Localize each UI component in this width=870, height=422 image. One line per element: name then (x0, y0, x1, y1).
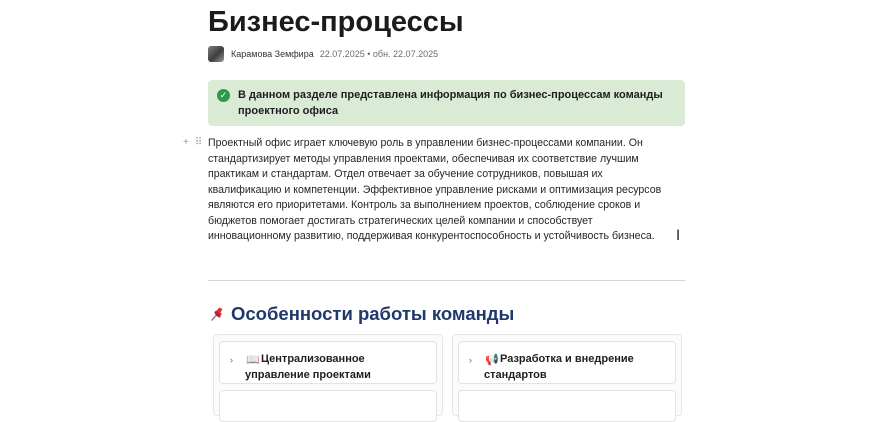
section-heading (208, 302, 514, 326)
chevron-right-icon[interactable]: › (469, 355, 472, 365)
pushpin-icon (208, 305, 226, 323)
chevron-right-icon[interactable]: › (230, 355, 233, 365)
toggle-card[interactable] (219, 341, 437, 384)
check-circle-icon: ✓ (217, 89, 230, 102)
toggle-card-partial[interactable] (219, 390, 437, 422)
author-name[interactable]: Карамова Земфира (231, 49, 314, 59)
toggle-card-label: Разработка и внедрение стандартов (484, 353, 634, 381)
page-meta (208, 45, 438, 63)
section-title: Особенности работы команды (231, 303, 515, 324)
column-left (213, 334, 443, 416)
book-icon: 📖 (246, 354, 260, 366)
info-callout (208, 80, 685, 126)
toggle-card[interactable] (458, 341, 676, 384)
text-cursor-icon: I (676, 228, 681, 244)
page-dates: 22.07.2025 • обн. 22.07.2025 (319, 49, 439, 59)
megaphone-icon: 📢 (485, 354, 499, 366)
toggle-card-partial[interactable] (458, 390, 676, 422)
avatar[interactable] (208, 46, 224, 62)
divider (208, 280, 685, 281)
column-right (452, 334, 682, 416)
block-controls (183, 137, 202, 149)
add-block-icon[interactable]: + (183, 137, 189, 148)
page-title: Бизнес-процессы (208, 6, 464, 38)
description-paragraph[interactable]: Проектный офис играет ключевую роль в управлении бизнес-процессами компании. Он стандартизирует методы управления проектами, обеспечивая их соответствие лучшим практикам и стандартам. Отдел отвечает за обучение сотрудников, повышая их квалификацию и компетенции. Эффективное управление рисками и оптимизация ресурсов являются его приоритетами. Контроль за выполнением проектов, соблюдение сроков и бюджетов помогает достигать стратегических целей компании и способствует инновационному развитию, поддерживая конкурентоспособность и устойчивость бизнеса. (208, 137, 662, 242)
toggle-card-label: Централизованное управление проектами (245, 353, 371, 381)
callout-text: В данном разделе представлена информация по бизнес-процессам команды проектного офиса (238, 89, 663, 117)
drag-handle-icon[interactable]: ⠿ (194, 137, 203, 148)
